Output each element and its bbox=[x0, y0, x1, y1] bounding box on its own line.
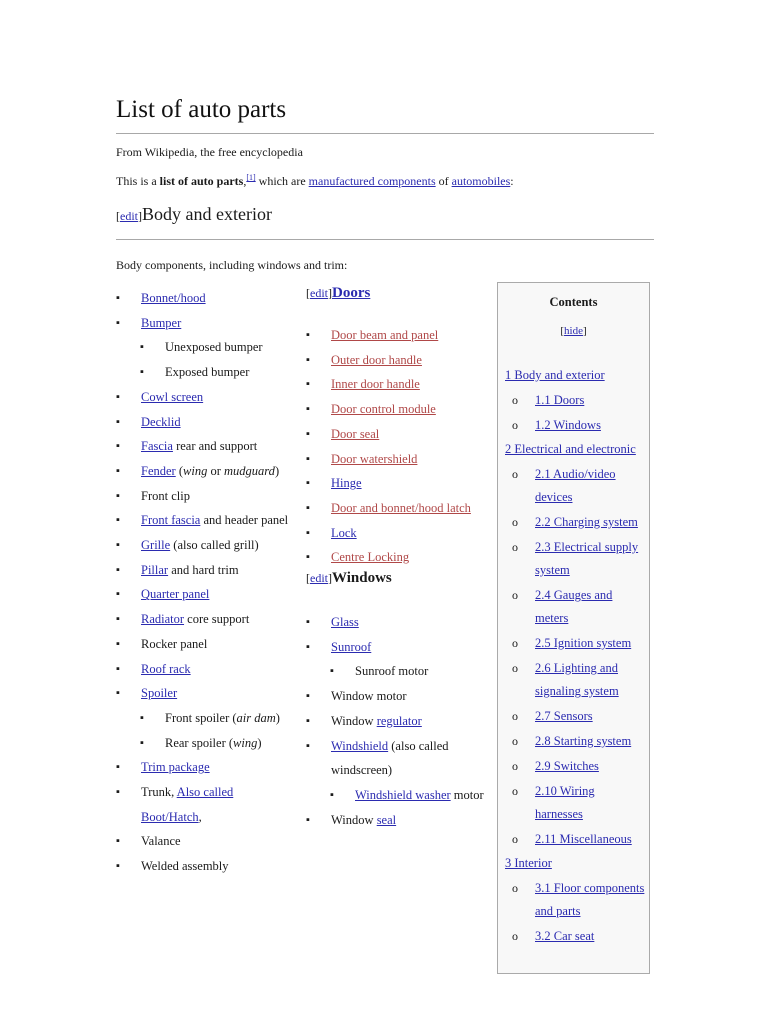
bumper-link[interactable]: Bumper bbox=[141, 315, 182, 330]
grille-link[interactable]: Grille bbox=[141, 538, 171, 553]
door-latch-link[interactable]: Door and bonnet/hood latch bbox=[331, 500, 471, 515]
list-item bbox=[116, 360, 288, 385]
toc-link[interactable]: 3 Interior bbox=[505, 856, 552, 870]
title-divider bbox=[116, 133, 654, 134]
list-item bbox=[116, 632, 288, 657]
body-parts-list bbox=[116, 286, 288, 879]
list-item bbox=[116, 755, 288, 780]
toc-item bbox=[505, 755, 645, 778]
toc-link[interactable]: 2.2 Charging system bbox=[535, 515, 638, 529]
edit-link-body[interactable]: edit bbox=[120, 209, 138, 223]
list-item bbox=[306, 372, 471, 397]
manufactured-components-link[interactable]: manufactured components bbox=[308, 174, 436, 188]
toc-item bbox=[505, 657, 645, 703]
centre-locking-link[interactable]: Centre Locking bbox=[331, 550, 410, 565]
toc-link[interactable]: 2.6 Lighting and signaling system bbox=[535, 661, 619, 698]
toc-link[interactable]: 2.5 Ignition system bbox=[535, 636, 632, 650]
list-item bbox=[306, 521, 471, 546]
list-item: ▪ Front spoiler (air dam) bbox=[116, 706, 288, 731]
toc-link[interactable]: 3.1 Floor components and parts bbox=[535, 881, 645, 918]
front-fascia-link[interactable]: Front fascia bbox=[141, 513, 201, 528]
sunroof-motor-text: Sunroof motor bbox=[355, 664, 429, 679]
toc-item bbox=[505, 389, 645, 412]
list-item bbox=[116, 657, 288, 682]
list-item bbox=[116, 681, 288, 706]
doors-heading: [edit]Doors bbox=[306, 285, 371, 301]
list-item bbox=[306, 610, 484, 635]
toc-item bbox=[505, 828, 645, 851]
list-item bbox=[116, 311, 288, 336]
front-clip-text: Front clip bbox=[141, 488, 190, 503]
door-seal-link[interactable]: Door seal bbox=[331, 426, 380, 441]
hinge-link[interactable]: Hinge bbox=[331, 476, 362, 491]
toc-link[interactable]: 1.1 Doors bbox=[535, 393, 585, 407]
list-item: ▪ Radiator core support bbox=[116, 607, 288, 632]
list-item bbox=[116, 582, 288, 607]
valance-text: Valance bbox=[141, 834, 181, 849]
reference-link[interactable]: [1] bbox=[246, 173, 256, 182]
toc-link[interactable]: 1.2 Windows bbox=[535, 418, 601, 432]
list-item bbox=[306, 397, 471, 422]
automobiles-link[interactable]: automobiles bbox=[451, 174, 511, 188]
list-item: ▪ Pillar and hard trim bbox=[116, 558, 288, 583]
list-item bbox=[306, 545, 471, 570]
toc-list bbox=[505, 363, 645, 948]
toc-link[interactable]: 2.9 Switches bbox=[535, 759, 599, 773]
toc-title: Contents bbox=[549, 295, 598, 309]
unexposed-bumper-text: Unexposed bumper bbox=[165, 340, 263, 355]
from-line: From Wikipedia, the free encyclopedia bbox=[116, 145, 303, 159]
intro-text-3: of bbox=[435, 174, 452, 188]
pillar-link[interactable]: Pillar bbox=[141, 562, 169, 577]
list-item: ▪ Fender (wing or mudguard) bbox=[116, 459, 288, 484]
toc-link[interactable]: 2.1 Audio/video devices bbox=[535, 467, 616, 504]
toc-link[interactable]: 2.10 Wiring harnesses bbox=[535, 784, 595, 821]
cowl-screen-link[interactable]: Cowl screen bbox=[141, 389, 204, 404]
list-item: ▪ Front fascia and header panel bbox=[116, 508, 288, 533]
list-item: ▪ Windshield (also called windscreen) bbox=[306, 734, 484, 783]
glass-link[interactable]: Glass bbox=[331, 615, 359, 629]
list-item: ▪ Trunk, Also called Boot/Hatch, bbox=[116, 780, 288, 829]
list-item bbox=[306, 496, 471, 521]
section-title-body: Body and exterior bbox=[142, 204, 272, 224]
sunroof-link[interactable]: Sunroof bbox=[331, 639, 372, 654]
list-item: ▪ Windshield washer motor bbox=[306, 783, 484, 808]
doors-heading-link[interactable]: Doors bbox=[332, 285, 371, 301]
door-control-module-link[interactable]: Door control module bbox=[331, 402, 436, 417]
intro-text-2: which are bbox=[255, 174, 309, 188]
toc-item bbox=[505, 437, 645, 461]
welded-assembly-text: Welded assembly bbox=[141, 859, 229, 874]
radiator-link[interactable]: Radiator bbox=[141, 612, 185, 627]
toc-item bbox=[505, 414, 645, 437]
windshield-link[interactable]: Windshield bbox=[331, 738, 389, 753]
fender-link[interactable]: Fender bbox=[141, 463, 176, 478]
toc-link[interactable]: 3.2 Car seat bbox=[535, 929, 595, 943]
windows-list bbox=[306, 610, 484, 832]
intro-paragraph bbox=[116, 173, 514, 189]
doors-list bbox=[306, 323, 471, 570]
outer-door-handle-link[interactable]: Outer door handle bbox=[331, 352, 422, 367]
window-motor-text: Window motor bbox=[331, 689, 407, 704]
trim-package-link[interactable]: Trim package bbox=[141, 760, 210, 775]
list-item bbox=[116, 385, 288, 410]
edit-link-windows[interactable]: edit bbox=[310, 571, 328, 585]
list-item bbox=[306, 684, 484, 709]
fascia-text: rear and support bbox=[172, 439, 258, 454]
toc-item bbox=[505, 584, 645, 630]
list-item bbox=[306, 635, 484, 660]
rocker-panel-text: Rocker panel bbox=[141, 636, 208, 651]
list-item bbox=[306, 323, 471, 348]
list-item bbox=[116, 829, 288, 854]
regulator-link[interactable]: regulator bbox=[376, 713, 422, 728]
fascia-link[interactable]: Fascia bbox=[141, 439, 173, 454]
toc-item bbox=[505, 511, 645, 534]
list-item bbox=[116, 434, 288, 459]
toc-link[interactable]: 2.8 Starting system bbox=[535, 734, 632, 748]
bonnet-hood-link[interactable]: Bonnet/hood bbox=[141, 291, 206, 305]
section-divider bbox=[116, 239, 654, 240]
toc-item bbox=[505, 925, 645, 948]
toc-item bbox=[505, 877, 645, 923]
toc-item bbox=[505, 363, 645, 387]
section-heading-body bbox=[116, 204, 272, 225]
toc-link[interactable]: 2.3 Electrical supply system bbox=[535, 540, 639, 577]
quarter-panel-link[interactable]: Quarter panel bbox=[141, 587, 210, 602]
list-item: ▪ Rear spoiler (wing) bbox=[116, 731, 288, 756]
door-watershield-link[interactable]: Door watershield bbox=[331, 451, 418, 466]
also-called-link[interactable]: Also called bbox=[176, 785, 234, 800]
toc-link[interactable]: 2 Electrical and electronic bbox=[505, 442, 636, 456]
inner-door-handle-link[interactable]: Inner door handle bbox=[331, 377, 420, 392]
list-item bbox=[116, 410, 288, 435]
decklid-link[interactable]: Decklid bbox=[141, 414, 181, 429]
toc-link[interactable]: 1 Body and exterior bbox=[505, 368, 605, 382]
list-item: ▪ Window seal bbox=[306, 808, 484, 833]
list-item bbox=[306, 348, 471, 373]
toc-item bbox=[505, 780, 645, 826]
list-item bbox=[306, 447, 471, 472]
spoiler-link[interactable]: Spoiler bbox=[141, 686, 178, 701]
toc-item bbox=[505, 730, 645, 753]
door-beam-link[interactable]: Door beam and panel bbox=[331, 328, 439, 342]
toc-item bbox=[505, 463, 645, 509]
intro-text: This is a bbox=[116, 174, 160, 188]
windows-heading: [edit]Windows bbox=[306, 570, 392, 586]
intro-bold: list of auto parts bbox=[159, 174, 244, 188]
toc-link[interactable]: 2.7 Sensors bbox=[535, 709, 593, 723]
list-item bbox=[306, 422, 471, 447]
page-title: List of auto parts bbox=[116, 96, 287, 123]
intro-colon: : bbox=[510, 174, 514, 188]
list-item: ▪ Grille (also called grill) bbox=[116, 533, 288, 558]
windshield-washer-link[interactable]: Windshield washer bbox=[355, 787, 451, 802]
table-of-contents bbox=[497, 282, 650, 974]
edit-link-doors[interactable]: edit bbox=[310, 286, 328, 300]
boot-hatch-link[interactable]: Boot/Hatch bbox=[141, 809, 199, 824]
seal-link[interactable]: seal bbox=[376, 812, 397, 827]
edit-section-body: [edit] bbox=[116, 209, 142, 223]
list-item bbox=[306, 471, 471, 496]
toc-link[interactable]: 2.11 Miscellaneous bbox=[535, 832, 632, 846]
list-item bbox=[116, 335, 288, 360]
list-item: ▪ Window regulator bbox=[306, 709, 484, 734]
intro-comma: , bbox=[243, 174, 247, 188]
toc-link[interactable]: 2.4 Gauges and meters bbox=[535, 588, 613, 625]
list-item bbox=[116, 286, 288, 311]
body-intro: Body components, including windows and trim: bbox=[116, 258, 348, 272]
toc-hide-toggle: [hide] bbox=[560, 325, 587, 337]
list-item bbox=[116, 854, 288, 879]
list-item bbox=[116, 484, 288, 509]
lock-link[interactable]: Lock bbox=[331, 525, 357, 540]
toc-item bbox=[505, 705, 645, 728]
exposed-bumper-text: Exposed bumper bbox=[165, 365, 250, 380]
list-item bbox=[306, 659, 484, 684]
windows-heading-text: Windows bbox=[332, 570, 392, 586]
toc-item bbox=[505, 536, 645, 582]
toc-item bbox=[505, 851, 645, 875]
toc-hide-link[interactable]: hide bbox=[564, 325, 583, 337]
toc-item bbox=[505, 632, 645, 655]
roof-rack-link[interactable]: Roof rack bbox=[141, 661, 191, 676]
